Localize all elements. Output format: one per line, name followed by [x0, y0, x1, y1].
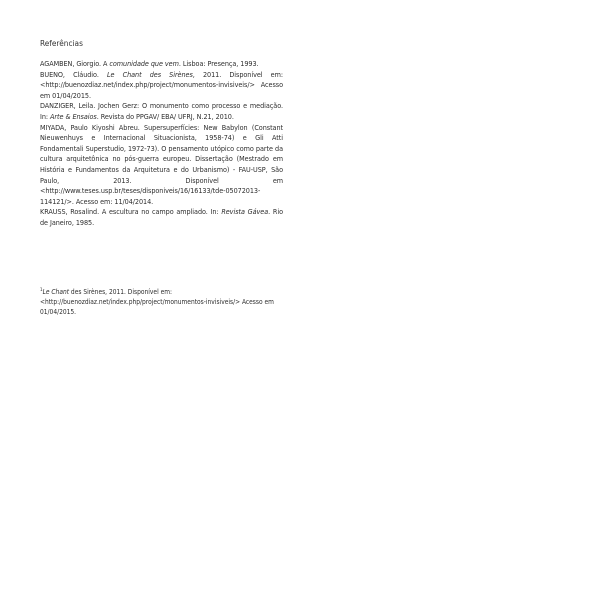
reference-entry-krauss: KRAUSS, Rosalind. A escultura no campo ampliado. In: Revista Gávea. Rio de Janeiro, 1985.: [40, 207, 283, 227]
reference-entry-agamben: AGAMBEN, Giorgio. A comunidade que vem. Lisboa: Presença, 1993.: [40, 59, 259, 68]
footnote-italic-title: Le Chant: [42, 288, 70, 296]
references-heading: Referências: [40, 38, 83, 48]
reference-entry-bueno: BUENO, Cláudio. Le Chant des Sirènes, 2011. Disponível em: <http://buenozdiaz.net/index.php/project/monumentos-invisiveis/> Acesso em 01/04/2015.: [40, 69, 283, 100]
references-list: [40, 59, 283, 229]
footnote-text: des Sirènes, 2011. Disponível em: <http://buenozdiaz.net/index.php/project/monumentos-invisiveis/> Acesso em 01/04/2015.: [40, 288, 274, 317]
reference-entry-danziger: DANZIGER, Leila. Jochen Gerz: O monumento como processo e mediação. In: Arte & Ensaios. Revista do PPGAV/ EBA/ UFRJ, N.21, 2010.: [40, 101, 283, 121]
reference-entry-miyada: MIYADA, Paulo Kiyoshi Abreu. Supersuperfícies: New Babylon (Constant Nieuwenhuys e Internacional Situacionista, 1958-74) e Gli Atti Fondamentali Superstudio, 1972-73). O pensamento utópico como parte da cultura arquitetônica no pós-guerra europeu. Dissertação (Mestrado em História e Fundamentos da Arquitetura e do Urbanismo) - FAU-USP, São Paulo, 2013. Disponível em <http://www.teses.usp.br/teses/disponiveis/16/16133/tde-05072013-114121/>. Acesso em: 11/04/2014.: [40, 122, 283, 206]
footnote-marker: 1: [40, 288, 43, 293]
footnote: [40, 287, 280, 318]
